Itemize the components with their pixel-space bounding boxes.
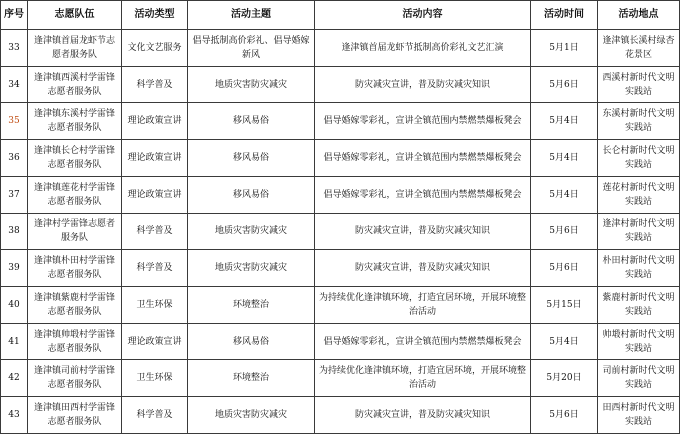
row-date: 5月6日 <box>531 213 598 250</box>
row-place: 长仑村新时代文明实践站 <box>598 140 680 177</box>
row-date: 5月6日 <box>531 250 598 287</box>
row-content: 防灾减灾宣讲，普及防灾减灾知识 <box>315 66 531 103</box>
row-theme: 移风易俗 <box>188 323 315 360</box>
row-type: 卫生环保 <box>122 287 188 324</box>
row-theme: 地质灾害防灾减灾 <box>188 213 315 250</box>
header-team: 志愿队伍 <box>28 1 122 30</box>
row-content: 为持续优化逢津镇环境，打造宜居环境，开展环境整治活动 <box>315 360 531 397</box>
row-number: 36 <box>1 140 28 177</box>
row-team: 逢津村学雷锋志愿者服务队 <box>28 213 122 250</box>
table-row <box>1 103 680 140</box>
row-team: 逢津镇长仑村学雷锋志愿者服务队 <box>28 140 122 177</box>
row-number: 41 <box>1 323 28 360</box>
row-place: 东溪村新时代文明实践站 <box>598 103 680 140</box>
row-place: 朴田村新时代文明实践站 <box>598 250 680 287</box>
header-number: 序号 <box>1 1 28 30</box>
header-row <box>1 1 680 30</box>
row-team: 逢津镇首届龙虾节志愿者服务队 <box>28 30 122 67</box>
row-date: 5月6日 <box>531 66 598 103</box>
row-date: 5月1日 <box>531 30 598 67</box>
row-content: 防灾减灾宣讲，普及防灾减灾知识 <box>315 213 531 250</box>
row-date: 5月4日 <box>531 103 598 140</box>
table-row <box>1 30 680 67</box>
table-row <box>1 66 680 103</box>
row-type: 科学普及 <box>122 213 188 250</box>
row-number: 37 <box>1 176 28 213</box>
row-team: 逢津镇莲花村学雷锋志愿者服务队 <box>28 176 122 213</box>
row-theme: 地质灾害防灾减灾 <box>188 66 315 103</box>
row-place: 莲花村新时代文明实践站 <box>598 176 680 213</box>
header-place: 活动地点 <box>598 1 680 30</box>
header-content: 活动内容 <box>315 1 531 30</box>
row-type: 理论政策宣讲 <box>122 176 188 213</box>
row-date: 5月15日 <box>531 287 598 324</box>
row-content: 倡导婚嫁零彩礼，宣讲全镇范围内禁燃禁爆板凳会 <box>315 323 531 360</box>
row-number: 34 <box>1 66 28 103</box>
row-theme: 移风易俗 <box>188 103 315 140</box>
row-theme: 移风易俗 <box>188 176 315 213</box>
row-number: 40 <box>1 287 28 324</box>
row-type: 理论政策宣讲 <box>122 140 188 177</box>
row-date: 5月4日 <box>531 140 598 177</box>
row-team: 逢津镇朴田村学雷锋志愿者服务队 <box>28 250 122 287</box>
table-row <box>1 287 680 324</box>
row-content: 逢津镇首届龙虾节抵制高价彩礼文艺汇演 <box>315 30 531 67</box>
row-number: 33 <box>1 30 28 67</box>
header-type: 活动类型 <box>122 1 188 30</box>
row-content: 倡导婚嫁零彩礼，宣讲全镇范围内禁燃禁爆板凳会 <box>315 103 531 140</box>
row-team: 逢津镇紫鹿村学雷锋志愿者服务队 <box>28 287 122 324</box>
table-row <box>1 213 680 250</box>
row-place: 司前村新时代文明实践站 <box>598 360 680 397</box>
row-theme: 地质灾害防灾减灾 <box>188 397 315 434</box>
row-content: 倡导婚嫁零彩礼，宣讲全镇范围内禁燃禁爆板凳会 <box>315 140 531 177</box>
row-team: 逢津镇田西村学雷锋志愿者服务队 <box>28 397 122 434</box>
row-number: 38 <box>1 213 28 250</box>
row-team: 逢津镇西溪村学雷锋志愿者服务队 <box>28 66 122 103</box>
header-date: 活动时间 <box>531 1 598 30</box>
row-theme: 环境整治 <box>188 360 315 397</box>
table-row <box>1 140 680 177</box>
row-number: 35 <box>1 103 28 140</box>
row-type: 科学普及 <box>122 66 188 103</box>
table-row <box>1 397 680 434</box>
row-type: 理论政策宣讲 <box>122 323 188 360</box>
row-content: 防灾减灾宣讲，普及防灾减灾知识 <box>315 250 531 287</box>
row-type: 文化文艺服务 <box>122 30 188 67</box>
row-type: 卫生环保 <box>122 360 188 397</box>
row-date: 5月4日 <box>531 323 598 360</box>
row-theme: 地质灾害防灾减灾 <box>188 250 315 287</box>
row-place: 逢津镇长溪村绿杏花景区 <box>598 30 680 67</box>
row-number: 42 <box>1 360 28 397</box>
row-team: 逢津镇司前村学雷锋志愿者服务队 <box>28 360 122 397</box>
row-theme: 倡导抵制高价彩礼、倡导婚嫁新风 <box>188 30 315 67</box>
table-row <box>1 323 680 360</box>
row-number: 43 <box>1 397 28 434</box>
table-row <box>1 250 680 287</box>
row-theme: 移风易俗 <box>188 140 315 177</box>
row-place: 田西村新时代文明实践站 <box>598 397 680 434</box>
row-place: 逢津村新时代文明实践站 <box>598 213 680 250</box>
row-type: 科学普及 <box>122 250 188 287</box>
table-row <box>1 360 680 397</box>
table-header <box>1 1 680 30</box>
row-place: 西溪村新时代文明实践站 <box>598 66 680 103</box>
row-team: 逢津镇帅塅村学雷锋志愿者服务队 <box>28 323 122 360</box>
row-place: 帅塅村新时代文明实践站 <box>598 323 680 360</box>
table-row <box>1 176 680 213</box>
row-number: 39 <box>1 250 28 287</box>
row-team: 逢津镇东溪村学雷锋志愿者服务队 <box>28 103 122 140</box>
row-type: 理论政策宣讲 <box>122 103 188 140</box>
table-body <box>1 30 680 434</box>
row-type: 科学普及 <box>122 397 188 434</box>
row-place: 紫鹿村新时代文明实践站 <box>598 287 680 324</box>
row-content: 倡导婚嫁零彩礼，宣讲全镇范围内禁燃禁爆板凳会 <box>315 176 531 213</box>
row-content: 防灾减灾宣讲，普及防灾减灾知识 <box>315 397 531 434</box>
row-theme: 环境整治 <box>188 287 315 324</box>
row-date: 5月20日 <box>531 360 598 397</box>
header-theme: 活动主题 <box>188 1 315 30</box>
row-date: 5月4日 <box>531 176 598 213</box>
row-content: 为持续优化逢津镇环境，打造宜居环境，开展环境整治活动 <box>315 287 531 324</box>
row-date: 5月6日 <box>531 397 598 434</box>
